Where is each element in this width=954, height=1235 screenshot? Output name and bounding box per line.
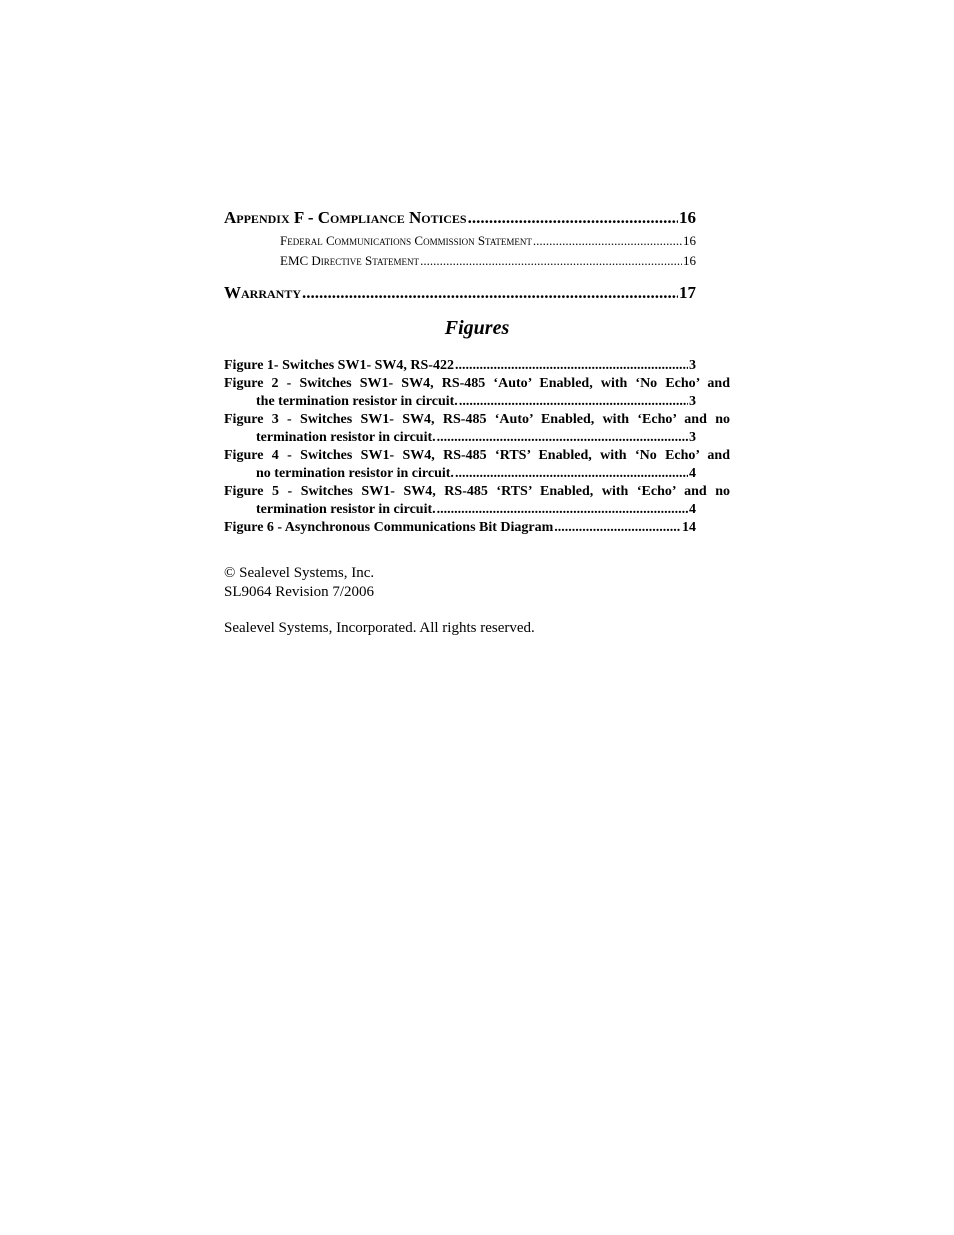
- figure-entry-page: 3: [689, 394, 696, 409]
- dot-leader: [437, 429, 688, 447]
- figure-entry-2[interactable]: [224, 375, 730, 411]
- figure-entry-label: Figure 6 - Asynchronous Communications Bit Diagram: [224, 520, 554, 535]
- toc-entry-label: Appendix F - Compliance Notices: [224, 208, 467, 227]
- dot-leader: [459, 393, 688, 411]
- dot-leader: [468, 205, 678, 231]
- figure-entry-label-continued: the termination resistor in circuit.: [256, 394, 458, 409]
- toc-entry-label: Warranty: [224, 283, 301, 302]
- figure-entry-continuation: [256, 393, 696, 411]
- toc-entry-page: 17: [679, 283, 696, 302]
- spacer: [224, 270, 730, 280]
- copyright-notice: © Sealevel Systems, Inc.: [224, 565, 375, 581]
- dot-leader: [420, 251, 682, 271]
- figure-entry-page: 3: [689, 430, 696, 445]
- figure-entry-label: Figure 4 - Switches SW1- SW4, RS-485 ‘RTS’ Enabled, with ‘No Echo’ and: [224, 448, 730, 463]
- figure-entry-4[interactable]: [224, 447, 730, 483]
- revision-notice: SL9064 Revision 7/2006: [224, 584, 375, 600]
- dot-leader: [455, 357, 688, 375]
- dot-leader: [533, 231, 682, 251]
- figure-entry-label-continued: no termination resistor in circuit.: [256, 466, 454, 481]
- toc-entry-warranty[interactable]: [224, 280, 696, 306]
- toc-entry-page: 16: [679, 208, 696, 227]
- figure-entry-label: Figure 1- Switches SW1- SW4, RS-422: [224, 358, 454, 373]
- dot-leader: [455, 465, 688, 483]
- dot-leader: [437, 501, 688, 519]
- figure-entry-continuation: [256, 429, 696, 447]
- figure-entry-label: Figure 5 - Switches SW1- SW4, RS-485 ‘RTS’ Enabled, with ‘Echo’ and no: [224, 484, 730, 499]
- dot-leader: [302, 280, 678, 306]
- figure-entry-label: Figure 3 - Switches SW1- SW4, RS-485 ‘Auto’ Enabled, with ‘Echo’ and no: [224, 412, 730, 427]
- rights-notice: Sealevel Systems, Incorporated. All rights reserved.: [224, 620, 535, 636]
- figure-entry-page: 4: [689, 466, 696, 481]
- toc-entry-label: Federal Communications Commission Statement: [280, 233, 532, 248]
- figure-entry-6[interactable]: [224, 519, 696, 537]
- figures-heading: Figures: [444, 317, 510, 339]
- figure-entry-label-continued: termination resistor in circuit.: [256, 502, 436, 517]
- figure-entry-continuation: [256, 465, 696, 483]
- toc-content: [224, 205, 730, 638]
- figure-entry-1[interactable]: [224, 357, 696, 375]
- toc-entry-appendix-f[interactable]: [224, 205, 696, 231]
- figure-entry-page: 3: [689, 358, 696, 373]
- figures-list: [224, 357, 730, 537]
- toc-entry-emc[interactable]: [280, 251, 696, 271]
- figure-entry-page: 4: [689, 502, 696, 517]
- toc-entry-label: EMC Directive Statement: [280, 252, 420, 268]
- toc-entry-page: 16: [683, 233, 696, 248]
- toc-entry-page: 16: [683, 252, 696, 268]
- figure-entry-label: Figure 2 - Switches SW1- SW4, RS-485 ‘Auto’ Enabled, with ‘No Echo’ and: [224, 376, 730, 391]
- figure-entry-continuation: [256, 501, 696, 519]
- copyright-block: [224, 564, 730, 602]
- figure-entry-3[interactable]: [224, 411, 730, 447]
- figure-entry-label-continued: termination resistor in circuit.: [256, 430, 436, 445]
- figure-entry-page: 14: [682, 520, 696, 535]
- toc-entry-fcc[interactable]: [280, 231, 696, 251]
- figure-entry-5[interactable]: [224, 483, 730, 519]
- dot-leader: [554, 519, 681, 537]
